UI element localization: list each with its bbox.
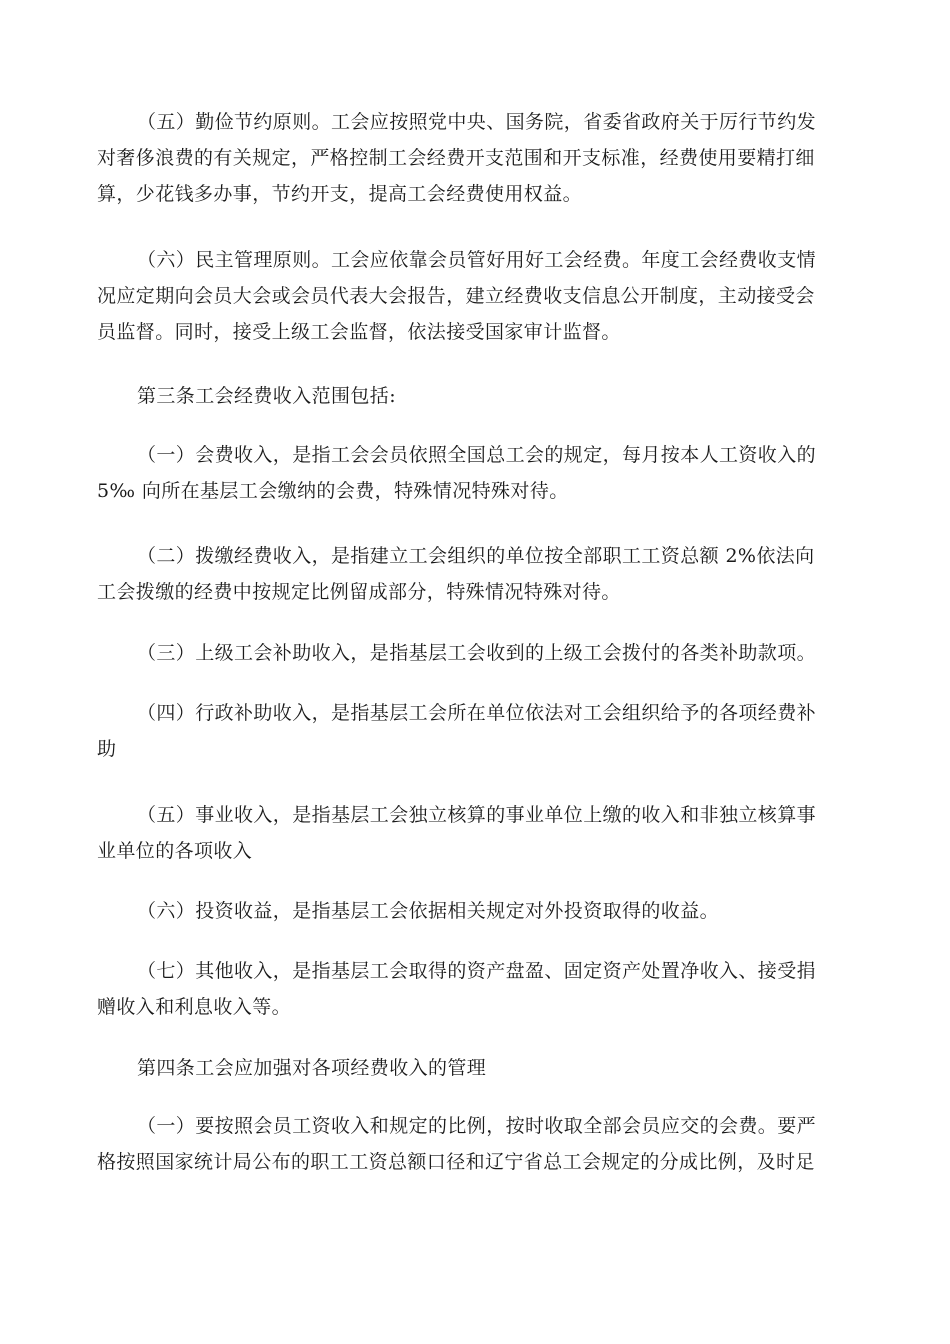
text-line: 第四条工会应加强对各项经费收入的管理 <box>137 1057 487 1079</box>
text-line: 业单位的各项收入 <box>97 840 253 862</box>
text-line: （六）民主管理原则。工会应依靠会员管好用好工会经费。年度工会经费收支情 <box>137 249 817 271</box>
paragraph-other-income <box>97 953 857 1025</box>
article-four-heading <box>97 1050 857 1086</box>
text-line: （二）拨缴经费收入，是指建立工会组织的单位按全部职工工资总额 2%依法向 <box>137 545 815 567</box>
text-line: 5‰ 向所在基层工会缴纳的会费，特殊情况特殊对待。 <box>97 480 569 502</box>
paragraph-thrift-principle <box>97 104 857 212</box>
text-line: （一）要按照会员工资收入和规定的比例，按时收取全部会员应交的会费。要严 <box>137 1115 817 1137</box>
paragraph-membership-dues <box>97 437 857 509</box>
text-line: 况应定期向会员大会或会员代表大会报告，建立经费收支信息公开制度，主动接受会 <box>97 285 815 307</box>
text-line: 第三条工会经费收入范围包括: <box>137 385 397 407</box>
text-line: 助 <box>97 738 117 760</box>
text-line: 算，少花钱多办事，节约开支，提高工会经费使用权益。 <box>97 183 583 205</box>
paragraph-business-income <box>97 797 857 869</box>
text-line: （三）上级工会补助收入，是指基层工会收到的上级工会拨付的各类补助款项。 <box>137 642 817 664</box>
text-line: 对奢侈浪费的有关规定，严格控制工会经费开支范围和开支标准，经费使用要精打细 <box>97 147 815 169</box>
text-line: 赠收入和利息收入等。 <box>97 996 292 1018</box>
text-line: 员监督。同时，接受上级工会监督，依法接受国家审计监督。 <box>97 321 621 343</box>
text-line: 工会拨缴的经费中按规定比例留成部分，特殊情况特殊对待。 <box>97 581 621 603</box>
paragraph-administrative-subsidy <box>97 695 857 767</box>
paragraph-superior-subsidy <box>97 635 857 671</box>
text-line: （一）会费收入，是指工会会员依照全国总工会的规定，每月按本人工资收入的 <box>137 444 817 466</box>
paragraph-democratic-management <box>97 242 857 350</box>
paragraph-allocated-funds <box>97 538 857 610</box>
paragraph-investment-income <box>97 893 857 929</box>
article-three-heading <box>97 378 857 414</box>
text-line: （四）行政补助收入，是指基层工会所在单位依法对工会组织给予的各项经费补 <box>137 702 817 724</box>
paragraph-dues-collection <box>97 1108 857 1180</box>
text-line: 格按照国家统计局公布的职工工资总额口径和辽宁省总工会规定的分成比例，及时足 <box>97 1151 815 1173</box>
text-line: （五）事业收入，是指基层工会独立核算的事业单位上缴的收入和非独立核算事 <box>137 804 817 826</box>
text-line: （五）勤俭节约原则。工会应按照党中央、国务院，省委省政府关于厉行节约发 <box>137 111 817 133</box>
text-line: （六）投资收益，是指基层工会依据相关规定对外投资取得的收益。 <box>137 900 720 922</box>
text-line: （七）其他收入，是指基层工会取得的资产盘盈、固定资产处置净收入、接受捐 <box>137 960 817 982</box>
